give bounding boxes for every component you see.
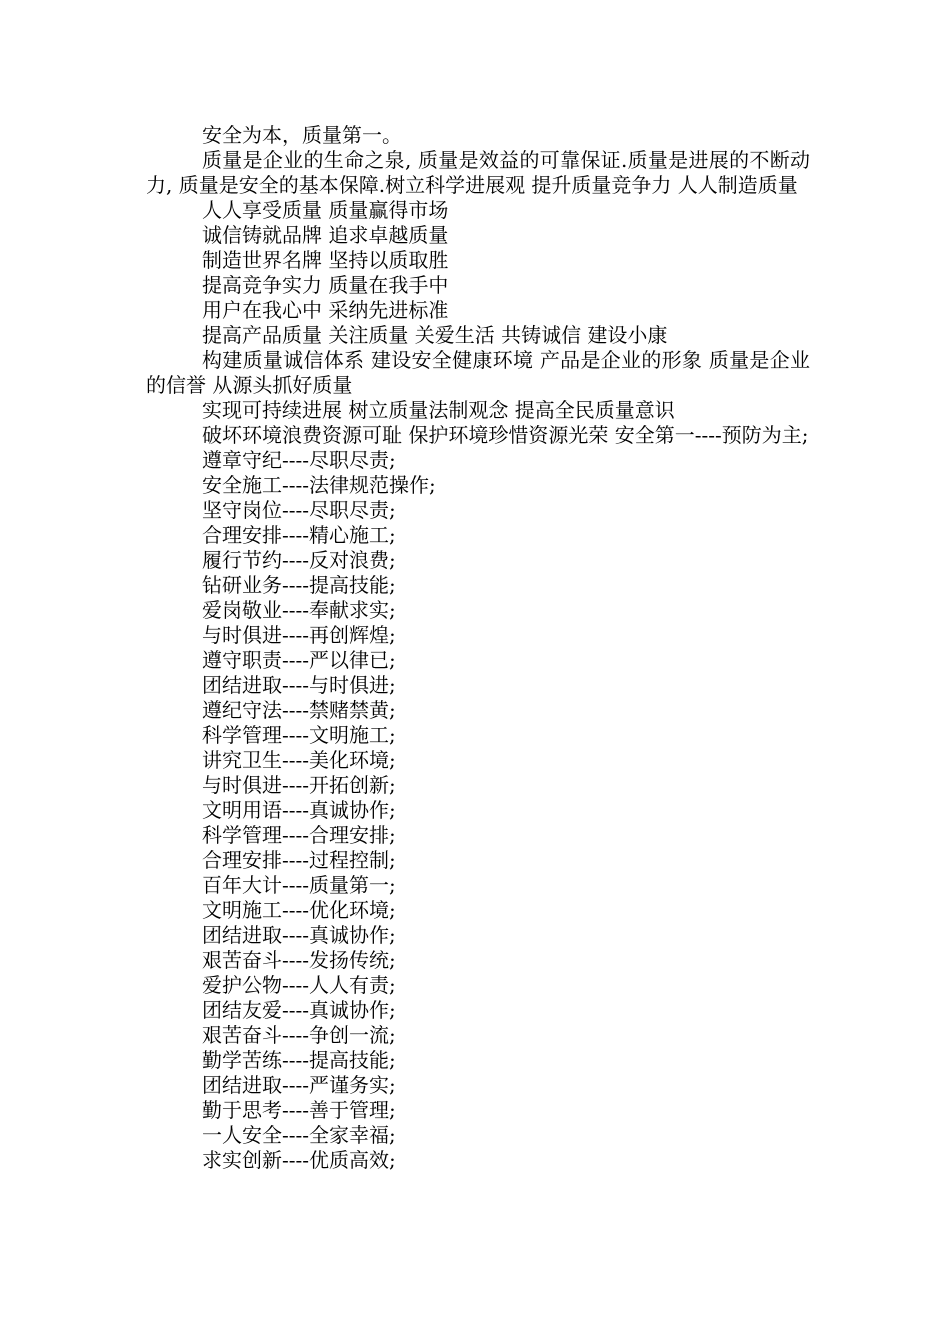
- slogan-line: 遵章守纪----尽职尽责;: [202, 448, 396, 472]
- paragraph: 质量是企业的生命之泉, 质量是效益的可靠保证.质量是进展的不断动力, 质量是安全的基本保障.树立科学进展观 提升质量竞争力 人人制造质量: [146, 148, 810, 197]
- paragraph: 用户在我心中 采纳先进标准: [202, 298, 449, 322]
- slogan-line: 科学管理----合理安排;: [202, 823, 396, 847]
- slogan-line: 遵守职责----严以律已;: [202, 648, 396, 672]
- slogan-line: 爱护公物----人人有责;: [202, 973, 396, 997]
- paragraph: 构建质量诚信体系 建设安全健康环境 产品是企业的形象 质量是企业的信誉 从源头抓好质量: [146, 348, 810, 397]
- slogan-line: 安全施工----法律规范操作;: [202, 473, 436, 497]
- paragraph: 提高竞争实力 质量在我手中: [202, 273, 449, 297]
- paragraph: 制造世界名牌 坚持以质取胜: [202, 248, 449, 272]
- paragraph: 破坏环境浪费资源可耻 保护环境珍惜资源光荣 安全第一----预防为主;: [202, 423, 809, 447]
- slogan-line: 合理安排----精心施工;: [202, 523, 396, 547]
- paragraph: 实现可持续进展 树立质量法制观念 提高全民质量意识: [202, 398, 675, 422]
- slogan-line: 团结友爱----真诚协作;: [202, 998, 396, 1022]
- slogan-line: 科学管理----文明施工;: [202, 723, 396, 747]
- slogan-line: 合理安排----过程控制;: [202, 848, 396, 872]
- slogan-line: 钻研业务----提高技能;: [202, 573, 396, 597]
- document-body: [146, 123, 810, 1173]
- slogan-line: 团结进取----严谨务实;: [202, 1073, 396, 1097]
- slogan-line: 勤于思考----善于管理;: [202, 1098, 396, 1122]
- slogan-line: 与时俱进----开拓创新;: [202, 773, 396, 797]
- paragraph: 提高产品质量 关注质量 关爱生活 共铸诚信 建设小康: [202, 323, 668, 347]
- slogan-line: 艰苦奋斗----争创一流;: [202, 1023, 396, 1047]
- paragraph: 安全为本，质量第一。: [202, 123, 402, 147]
- slogan-line: 坚守岗位----尽职尽责;: [202, 498, 396, 522]
- slogan-line: 遵纪守法----禁赌禁黄;: [202, 698, 396, 722]
- slogan-line: 求实创新----优质高效;: [202, 1148, 396, 1172]
- paragraph: 人人享受质量 质量赢得市场: [202, 198, 449, 222]
- slogan-line: 文明用语----真诚协作;: [202, 798, 396, 822]
- paragraph: 诚信铸就品牌 追求卓越质量: [202, 223, 449, 247]
- slogan-line: 艰苦奋斗----发扬传统;: [202, 948, 396, 972]
- slogan-line: 与时俱进----再创辉煌;: [202, 623, 396, 647]
- slogan-line: 团结进取----与时俱进;: [202, 673, 396, 697]
- slogan-line: 勤学苦练----提高技能;: [202, 1048, 396, 1072]
- slogan-line: 履行节约----反对浪费;: [202, 548, 396, 572]
- slogan-line: 百年大计----质量第一;: [202, 873, 396, 897]
- slogan-line: 文明施工----优化环境;: [202, 898, 396, 922]
- slogan-line: 爱岗敬业----奉献求实;: [202, 598, 396, 622]
- slogan-line: 讲究卫生----美化环境;: [202, 748, 396, 772]
- slogan-line: 团结进取----真诚协作;: [202, 923, 396, 947]
- slogan-line: 一人安全----全家幸福;: [202, 1123, 396, 1147]
